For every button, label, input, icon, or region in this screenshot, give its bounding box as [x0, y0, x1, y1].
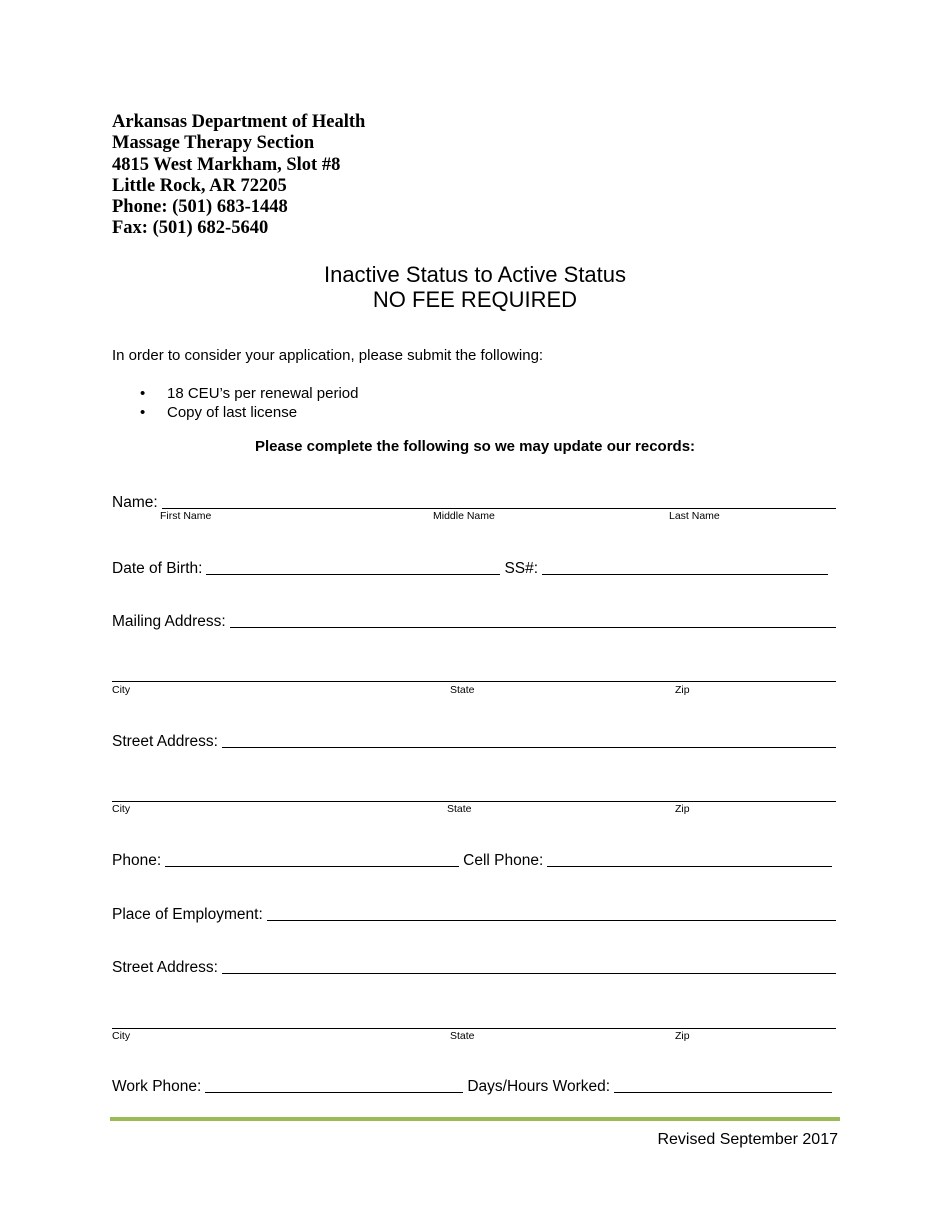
ssn-field[interactable]: [542, 573, 828, 575]
middle-name-sublabel: Middle Name: [433, 510, 495, 522]
agency-street: 4815 West Markham, Slot #8: [112, 154, 341, 175]
phone-row: [112, 850, 832, 870]
zip-sublabel: Zip: [675, 684, 690, 696]
employer-street-address-label: Street Address:: [112, 959, 218, 976]
revision-date: Revised September 2017: [657, 1131, 838, 1148]
name-label: Name:: [112, 494, 158, 511]
dob-field[interactable]: [206, 573, 500, 575]
days-hours-label: Days/Hours Worked:: [467, 1078, 611, 1095]
zip-sublabel: Zip: [675, 1030, 690, 1042]
name-row: [112, 492, 836, 512]
employment-label: Place of Employment:: [112, 906, 263, 923]
employer-street-address-field[interactable]: [222, 972, 836, 974]
bullet-icon: •: [140, 404, 146, 421]
requirement-text: 18 CEU’s per renewal period: [167, 385, 359, 402]
employer-city-state-zip-field[interactable]: [112, 1028, 836, 1029]
phone-label: Phone:: [112, 852, 162, 869]
dob-label: Date of Birth:: [112, 560, 203, 577]
agency-fax: Fax: (501) 682-5640: [112, 218, 269, 239]
employment-field[interactable]: [267, 919, 836, 921]
agency-section: Massage Therapy Section: [112, 133, 315, 154]
mailing-address-field[interactable]: [230, 626, 836, 628]
bullet-icon: •: [140, 385, 146, 402]
street-address-label: Street Address:: [112, 733, 218, 750]
phone-field[interactable]: [165, 865, 459, 867]
city-sublabel: City: [112, 684, 131, 696]
first-name-sublabel: First Name: [160, 510, 212, 522]
requirement-text: Copy of last license: [167, 404, 298, 421]
state-sublabel: State: [447, 803, 472, 815]
ssn-label: SS#:: [504, 560, 539, 577]
work-phone-row: [112, 1076, 832, 1096]
work-phone-label: Work Phone:: [112, 1078, 202, 1095]
street-address-row: [112, 731, 836, 751]
form-subtitle: NO FEE REQUIRED: [372, 287, 578, 312]
work-phone-field[interactable]: [205, 1091, 463, 1093]
street-city-state-zip-field[interactable]: [112, 801, 836, 802]
mailing-address-row: [112, 611, 836, 631]
list-item: [140, 384, 359, 403]
footer-divider: [110, 1117, 840, 1121]
section-heading: Please complete the following so we may update our records:: [254, 438, 696, 455]
zip-sublabel: Zip: [675, 803, 690, 815]
city-sublabel: City: [112, 1030, 131, 1042]
agency-address-block: [112, 112, 365, 240]
mailing-city-state-zip-field[interactable]: [112, 681, 836, 682]
cell-phone-field[interactable]: [547, 865, 832, 867]
employer-street-address-row: [112, 957, 836, 977]
last-name-sublabel: Last Name: [669, 510, 720, 522]
city-sublabel: City: [112, 803, 131, 815]
cell-phone-label: Cell Phone:: [463, 852, 544, 869]
agency-phone: Phone: (501) 683-1448: [112, 197, 288, 218]
agency-city-state-zip: Little Rock, AR 72205: [112, 175, 287, 196]
state-sublabel: State: [450, 684, 475, 696]
requirements-list: [140, 384, 359, 422]
state-sublabel: State: [450, 1030, 475, 1042]
dob-ssn-row: [112, 558, 828, 578]
days-hours-field[interactable]: [614, 1091, 832, 1093]
intro-text: In order to consider your application, please submit the following:: [112, 347, 544, 364]
agency-name: Arkansas Department of Health: [112, 112, 366, 132]
employment-row: [112, 904, 836, 924]
list-item: [140, 403, 359, 422]
mailing-address-label: Mailing Address:: [112, 613, 226, 630]
form-title: Inactive Status to Active Status: [323, 262, 627, 287]
street-address-field[interactable]: [222, 746, 836, 748]
name-field[interactable]: [162, 507, 836, 509]
